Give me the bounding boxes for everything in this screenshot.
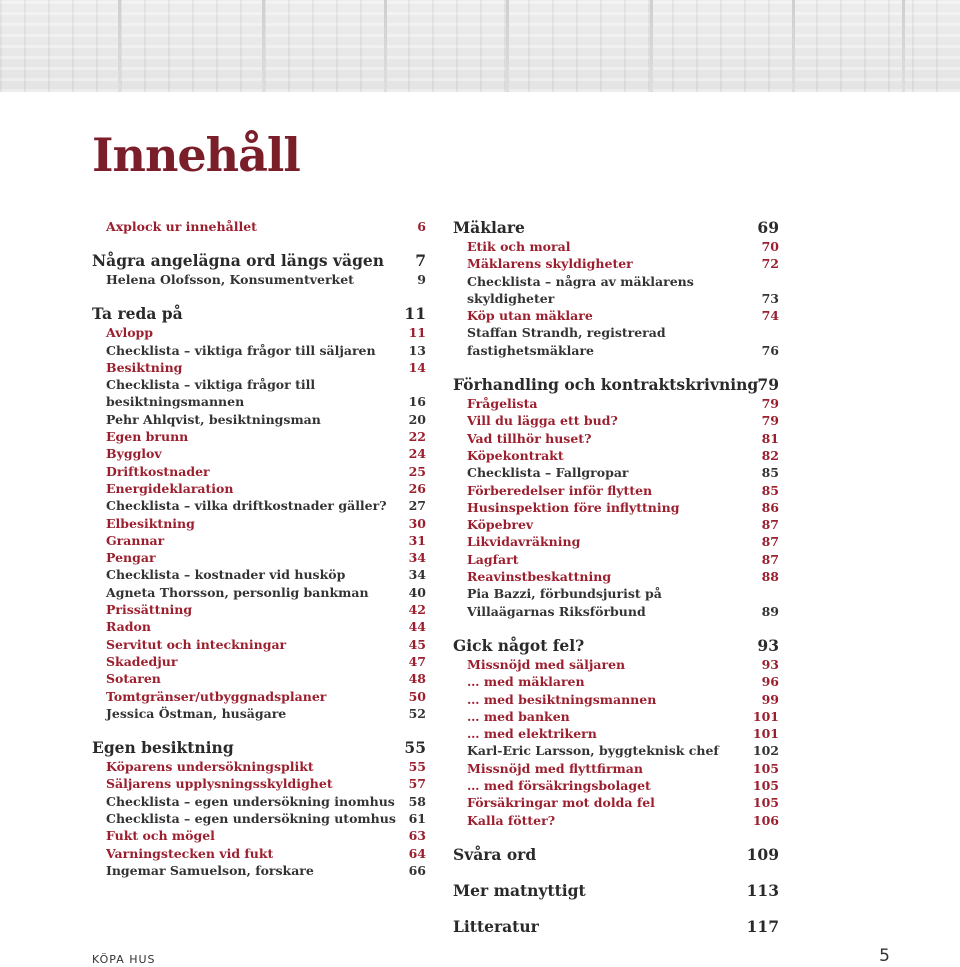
toc-entry bbox=[453, 412, 779, 429]
toc-entry-title: Mäklare bbox=[453, 218, 525, 237]
toc-entry bbox=[453, 794, 779, 811]
toc-entry-page: 87 bbox=[761, 517, 779, 533]
toc-entry bbox=[92, 342, 426, 359]
toc-entry-title: Ta reda på bbox=[92, 304, 183, 324]
toc-entry-title: Skadedjur bbox=[106, 653, 178, 669]
toc-entry-title: Axplock ur innehållet bbox=[106, 219, 257, 234]
toc-entry-page: 89 bbox=[761, 603, 779, 619]
toc-entry bbox=[92, 827, 426, 844]
toc-entry-page: 55 bbox=[408, 759, 426, 775]
toc-entry bbox=[453, 482, 779, 499]
toc-entry-page: 63 bbox=[408, 828, 426, 844]
toc-left-column bbox=[92, 218, 426, 879]
toc-entry-title: Vill du lägga ett bud? bbox=[467, 413, 618, 429]
toc-entry-page: 69 bbox=[757, 218, 779, 237]
toc-entry-page: 79 bbox=[761, 413, 779, 429]
toc-entry-title: … med banken bbox=[467, 708, 570, 724]
plank-seam bbox=[118, 0, 121, 92]
toc-section bbox=[92, 251, 426, 271]
toc-entry-page: 57 bbox=[408, 776, 426, 792]
toc-entry bbox=[453, 307, 779, 324]
toc-entry-page: 93 bbox=[757, 635, 779, 655]
toc-entry bbox=[92, 428, 426, 445]
toc-entry-title: Mer matnyttigt bbox=[453, 880, 586, 900]
toc-entry-page: 27 bbox=[408, 498, 426, 514]
toc-entry-title: Förhandling och kontraktskrivning bbox=[453, 375, 759, 395]
toc-entry-title: Elbesiktning bbox=[106, 515, 195, 531]
toc-entry bbox=[92, 636, 426, 653]
toc-section bbox=[453, 881, 779, 901]
toc-entry bbox=[92, 324, 426, 341]
toc-entry-title: Prissättning bbox=[106, 602, 193, 618]
toc-entry-title: Pengar bbox=[106, 550, 156, 566]
toc-entry-page: 42 bbox=[408, 602, 426, 618]
toc-entry-title: Fukt och mögel bbox=[106, 828, 215, 844]
plank-seam bbox=[384, 0, 387, 92]
toc-entry bbox=[92, 845, 426, 862]
toc-entry-page: 101 bbox=[752, 708, 779, 724]
toc-entry-page: 34 bbox=[408, 567, 426, 583]
toc-entry-title: Litteratur bbox=[453, 916, 539, 936]
toc-entry-page: 34 bbox=[408, 550, 426, 566]
toc-entry-page: 82 bbox=[761, 447, 779, 463]
toc-entry-title: Försäkringar mot dolda fel bbox=[467, 795, 655, 811]
toc-entry-title: Bygglov bbox=[106, 446, 162, 462]
page-title: Innehåll bbox=[92, 128, 300, 182]
toc-entry-page: 55 bbox=[404, 738, 426, 758]
toc-entry bbox=[92, 793, 426, 810]
toc-entry bbox=[92, 618, 426, 635]
toc-entry bbox=[92, 359, 426, 376]
toc-entry-page: 72 bbox=[761, 256, 779, 272]
toc-entry-title: Etik och moral bbox=[467, 239, 571, 254]
plank-seam bbox=[262, 0, 265, 92]
toc-entry-page: 6 bbox=[417, 219, 426, 234]
toc-entry bbox=[92, 653, 426, 670]
toc-entry-page: 113 bbox=[746, 880, 779, 900]
toc-entry-title: Svåra ord bbox=[453, 844, 537, 864]
footer-page-number: 5 bbox=[879, 946, 890, 966]
toc-entry-page: 40 bbox=[408, 584, 426, 600]
toc-entry bbox=[453, 516, 779, 533]
toc-entry-title: Agneta Thorsson, personlig bankman bbox=[106, 584, 369, 600]
toc-entry bbox=[92, 862, 426, 879]
toc-entry bbox=[453, 673, 779, 690]
toc-entry-title: Mäklarens skyldigheter bbox=[467, 256, 633, 272]
toc-entry bbox=[92, 688, 426, 705]
toc-entry-title: Köparens undersökningsplikt bbox=[106, 759, 314, 775]
toc-entry-title: Checklista – egen undersökning inomhus bbox=[106, 793, 395, 809]
toc-entry-page: 22 bbox=[408, 429, 426, 445]
toc-entry-page: 105 bbox=[752, 778, 779, 794]
toc-entry-title: … med försäkringsbolaget bbox=[467, 778, 651, 794]
toc-right-column bbox=[453, 218, 779, 937]
toc-entry-page: 87 bbox=[761, 551, 779, 567]
toc-entry-page: 48 bbox=[408, 671, 426, 687]
toc-entry-page: 64 bbox=[408, 845, 426, 861]
toc-entry bbox=[92, 532, 426, 549]
toc-entry bbox=[453, 430, 779, 447]
toc-entry bbox=[92, 810, 426, 827]
toc-entry-title: Husinspektion före inflyttning bbox=[467, 499, 680, 515]
toc-entry bbox=[92, 601, 426, 618]
toc-entry-title: Vad tillhör huset? bbox=[467, 430, 592, 446]
toc-entry bbox=[453, 238, 779, 255]
toc-entry-title: Checklista – vilka driftkostnader gäller? bbox=[106, 498, 387, 514]
toc-entry bbox=[453, 585, 779, 620]
toc-entry-title: … med besiktningsmannen bbox=[467, 691, 657, 707]
toc-entry-page: 101 bbox=[752, 726, 779, 742]
toc-entry-title: Ingemar Samuelson, forskare bbox=[106, 862, 314, 878]
toc-entry-page: 85 bbox=[761, 465, 779, 481]
toc-entry-page: 102 bbox=[752, 743, 779, 759]
toc-entry-title: Tomtgränser/utbyggnadsplaner bbox=[106, 688, 327, 704]
toc-entry-page: 44 bbox=[408, 619, 426, 635]
toc-entry-title: Sotaren bbox=[106, 671, 161, 687]
toc-entry-title: Varningstecken vid fukt bbox=[106, 845, 274, 861]
toc-entry-page: 9 bbox=[417, 272, 426, 287]
toc-entry-page: 25 bbox=[408, 463, 426, 479]
toc-entry-page: 105 bbox=[752, 795, 779, 811]
toc-entry-title: Missnöjd med säljaren bbox=[467, 656, 626, 672]
toc-entry-page: 76 bbox=[761, 342, 779, 358]
toc-entry-page: 47 bbox=[408, 653, 426, 669]
toc-entry-title: Staffan Strandh, registrerad fastighetsmäklare bbox=[467, 325, 666, 358]
toc-entry bbox=[453, 568, 779, 585]
toc-section bbox=[453, 218, 779, 238]
toc-entry-page: 30 bbox=[408, 515, 426, 531]
toc-entry bbox=[453, 551, 779, 568]
toc-entry bbox=[92, 271, 426, 288]
toc-entry bbox=[92, 445, 426, 462]
toc-entry-page: 109 bbox=[746, 844, 779, 864]
toc-entry-page: 73 bbox=[761, 290, 779, 306]
toc-entry-page: 52 bbox=[408, 705, 426, 721]
toc-entry-page: 11 bbox=[408, 325, 426, 341]
toc-entry bbox=[453, 533, 779, 550]
toc-entry-title: Pehr Ahlqvist, besiktningsman bbox=[106, 411, 321, 427]
toc-entry-title: Frågelista bbox=[467, 396, 538, 412]
header-wood-band bbox=[0, 0, 960, 92]
toc-entry-page: 93 bbox=[761, 656, 779, 672]
toc-entry-title: Checklista – viktiga frågor till besiktningsmannen bbox=[106, 377, 316, 410]
toc-entry-page: 86 bbox=[761, 499, 779, 515]
toc-entry-title: Gick något fel? bbox=[453, 635, 585, 655]
toc-entry-page: 105 bbox=[752, 760, 779, 776]
toc-entry-title: Checklista – Fallgropar bbox=[467, 465, 629, 481]
toc-entry bbox=[92, 705, 426, 722]
toc-entry-page: 87 bbox=[761, 534, 779, 550]
toc-entry-page: 7 bbox=[415, 251, 426, 270]
toc-section bbox=[453, 917, 779, 937]
toc-entry-title: Säljarens upplysningsskyldighet bbox=[106, 776, 333, 792]
toc-entry-title: Köpekontrakt bbox=[467, 447, 564, 463]
toc-entry bbox=[92, 411, 426, 428]
toc-entry-title: Kalla fötter? bbox=[467, 812, 556, 828]
toc-section bbox=[453, 636, 779, 656]
toc-entry bbox=[453, 447, 779, 464]
toc-entry-title: Besiktning bbox=[106, 359, 183, 375]
plank-seam bbox=[792, 0, 795, 92]
toc-entry-title: Servitut och inteckningar bbox=[106, 636, 287, 652]
toc-entry-page: 88 bbox=[761, 569, 779, 585]
toc-entry-title: Köpebrev bbox=[467, 517, 534, 533]
toc-entry-title: Lagfart bbox=[467, 551, 519, 567]
toc-entry bbox=[453, 656, 779, 673]
toc-entry bbox=[92, 566, 426, 583]
toc-entry-title: Reavinstbeskattning bbox=[467, 569, 612, 585]
toc-entry bbox=[92, 376, 426, 411]
toc-entry-title: Checklista – kostnader vid husköp bbox=[106, 567, 346, 583]
toc-entry-page: 16 bbox=[408, 394, 426, 410]
toc-entry-title: Checklista – egen undersökning utomhus bbox=[106, 811, 396, 827]
toc-entry-title: Missnöjd med flyttfirman bbox=[467, 760, 643, 776]
toc-entry-title: Egen brunn bbox=[106, 429, 189, 445]
toc-entry-page: 81 bbox=[761, 430, 779, 446]
toc-entry-title: Egen besiktning bbox=[92, 738, 234, 758]
toc-entry-title: Pia Bazzi, förbundsjurist på Villaägarnas Riksförbund bbox=[467, 586, 662, 619]
toc-entry bbox=[92, 549, 426, 566]
toc-entry-page: 24 bbox=[408, 446, 426, 462]
toc-entry bbox=[453, 742, 779, 759]
toc-entry-page: 79 bbox=[757, 375, 779, 395]
toc-entry-page: 66 bbox=[408, 862, 426, 878]
toc-entry bbox=[453, 273, 779, 308]
toc-entry-page: 96 bbox=[761, 674, 779, 690]
toc-entry-page: 26 bbox=[408, 480, 426, 496]
toc-entry bbox=[453, 725, 779, 742]
toc-entry-title: … med mäklaren bbox=[467, 674, 585, 690]
toc-section bbox=[92, 738, 426, 758]
toc-entry bbox=[453, 395, 779, 412]
toc-section bbox=[453, 845, 779, 865]
toc-entry-page: 85 bbox=[761, 482, 779, 498]
toc-entry-page: 99 bbox=[761, 691, 779, 707]
toc-entry bbox=[453, 691, 779, 708]
toc-entry bbox=[92, 670, 426, 687]
toc-entry-title: Likvidavräkning bbox=[467, 534, 581, 550]
toc-entry-title: Några angelägna ord längs vägen bbox=[92, 251, 385, 270]
toc-entry-page: 79 bbox=[761, 396, 779, 412]
toc-entry bbox=[92, 218, 426, 235]
toc-entry-title: Radon bbox=[106, 619, 151, 635]
toc-entry bbox=[453, 499, 779, 516]
toc-entry-title: Jessica Östman, husägare bbox=[106, 705, 287, 721]
toc-entry-page: 31 bbox=[408, 532, 426, 548]
toc-section bbox=[92, 304, 426, 324]
toc-entry bbox=[92, 584, 426, 601]
plank-seam bbox=[506, 0, 509, 92]
toc-entry bbox=[92, 480, 426, 497]
toc-entry-page: 58 bbox=[408, 793, 426, 809]
toc-entry-title: Grannar bbox=[106, 532, 165, 548]
toc-entry-page: 61 bbox=[408, 811, 426, 827]
toc-entry-page: 14 bbox=[408, 359, 426, 375]
toc-entry-page: 50 bbox=[408, 688, 426, 704]
toc-entry-title: Karl-Eric Larsson, byggteknisk chef bbox=[467, 743, 719, 759]
toc-entry bbox=[453, 324, 779, 359]
toc-entry-page: 11 bbox=[404, 304, 426, 324]
toc-entry-title: Energideklaration bbox=[106, 480, 234, 496]
toc-entry-page: 20 bbox=[408, 411, 426, 427]
toc-entry bbox=[92, 515, 426, 532]
toc-entry-page: 13 bbox=[408, 342, 426, 358]
toc-entry bbox=[453, 777, 779, 794]
toc-entry bbox=[453, 760, 779, 777]
toc-entry-title: Checklista – några av mäklarens skyldigheter bbox=[467, 273, 694, 306]
toc-entry-page: 45 bbox=[408, 636, 426, 652]
plank-seam bbox=[650, 0, 653, 92]
toc-entry-page: 74 bbox=[761, 308, 779, 324]
toc-entry-page: 117 bbox=[746, 916, 779, 936]
toc-entry-title: Driftkostnader bbox=[106, 463, 210, 479]
toc-entry-title: Avlopp bbox=[106, 325, 154, 341]
toc-entry bbox=[453, 708, 779, 725]
toc-entry-title: Helena Olofsson, Konsumentverket bbox=[106, 272, 354, 287]
toc-entry-page: 106 bbox=[752, 812, 779, 828]
toc-entry-title: … med elektrikern bbox=[467, 726, 597, 742]
toc-entry bbox=[92, 758, 426, 775]
toc-entry bbox=[92, 775, 426, 792]
plank-seam bbox=[902, 0, 905, 92]
footer-book-title: KÖPA HUS bbox=[92, 953, 156, 966]
toc-entry-title: Köp utan mäklare bbox=[467, 308, 593, 324]
toc-section bbox=[453, 375, 779, 395]
toc-entry-page: 70 bbox=[761, 239, 779, 254]
toc-entry-title: Förberedelser inför flytten bbox=[467, 482, 653, 498]
toc-entry bbox=[453, 812, 779, 829]
toc-entry bbox=[92, 497, 426, 514]
toc-entry bbox=[453, 464, 779, 481]
toc-entry bbox=[92, 463, 426, 480]
toc-entry bbox=[453, 255, 779, 272]
toc-entry-title: Checklista – viktiga frågor till säljaren bbox=[106, 342, 376, 358]
